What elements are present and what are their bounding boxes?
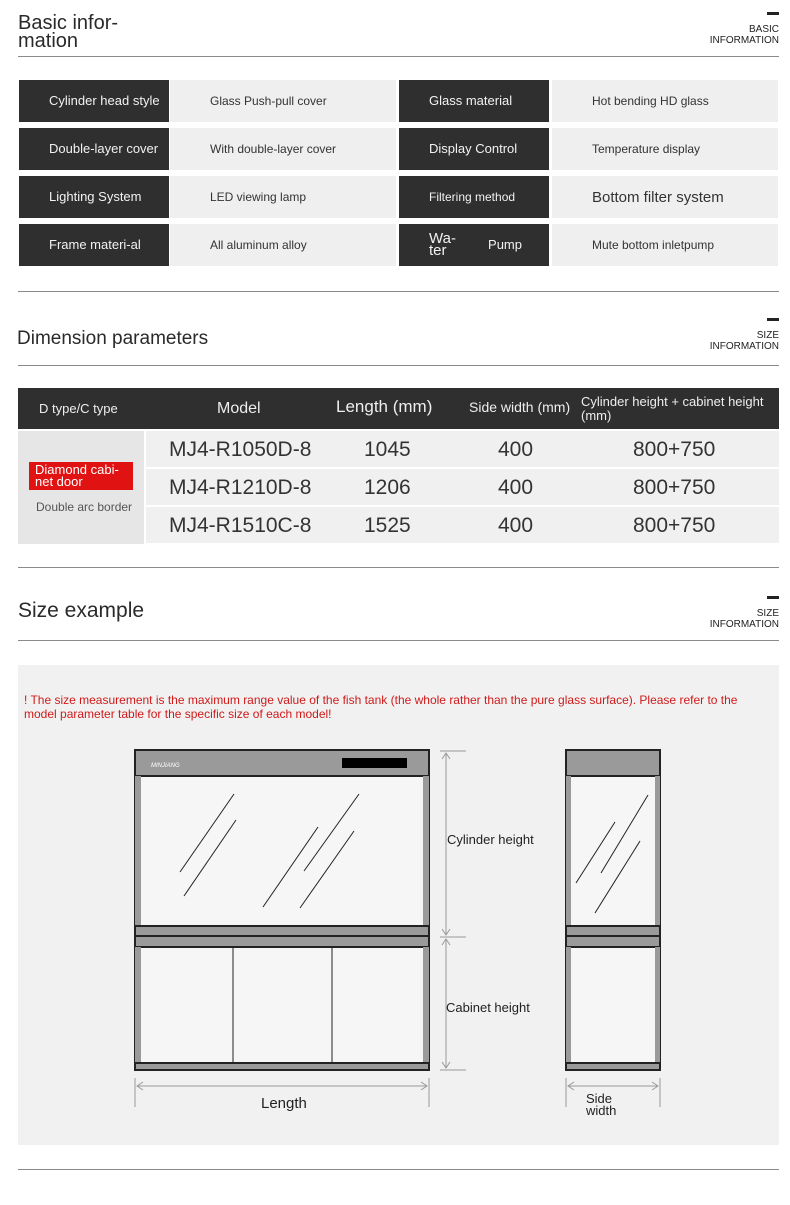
- dimension-tag-line1: SIZE: [756, 330, 779, 341]
- divider: [18, 291, 779, 292]
- dimension-title: Dimension parameters: [17, 328, 209, 349]
- table-row: [146, 431, 779, 467]
- tag-dash: [767, 318, 779, 321]
- cell-height: 800+750: [633, 476, 716, 499]
- info-value: Temperature display: [552, 128, 778, 170]
- basic-info-tag: [710, 12, 779, 46]
- col-header-type: D type/C type: [39, 401, 118, 416]
- info-label: Display Control: [399, 128, 549, 170]
- size-example-header: [18, 596, 779, 640]
- info-value: LED viewing lamp: [170, 176, 396, 218]
- info-value: Hot bending HD glass: [552, 80, 778, 122]
- size-note: ! The size measurement is the maximum range value of the fish tank (the whole rather than the pure glass surface). Please refer to the model parameter table for the specific size of each model!: [24, 693, 738, 721]
- cell-width: 400: [498, 514, 534, 537]
- size-tag-line1: SIZE: [756, 608, 779, 619]
- divider: [18, 1169, 779, 1170]
- info-label: Frame materi-al: [19, 224, 169, 266]
- dimension-header: [18, 318, 779, 364]
- cell-height: 800+750: [633, 514, 716, 537]
- divider: [18, 640, 779, 641]
- basic-tag-line1: BASIC: [748, 24, 779, 35]
- cell-length: 1206: [364, 476, 411, 499]
- col-header-height: Cylinder height + cabinet height (mm): [581, 394, 764, 423]
- dimension-tag-line2: INFORMATION: [709, 341, 779, 352]
- dimension-type-cell: [18, 431, 144, 544]
- table-row: [146, 469, 779, 505]
- side-width-label: Side width: [586, 1091, 617, 1118]
- basic-info-header: [18, 12, 779, 56]
- cell-model: MJ4-R1050D-8: [169, 438, 312, 461]
- cell-width: 400: [498, 438, 534, 461]
- cell-width: 400: [498, 476, 534, 499]
- dimension-table-header: [18, 388, 779, 429]
- col-header-model: Model: [217, 400, 261, 417]
- table-row: [146, 507, 779, 543]
- front-view-diagram: [128, 745, 478, 1115]
- info-label: [399, 224, 549, 266]
- type-badge: Diamond cabi-net door: [29, 462, 133, 490]
- col-header-width: Side width (mm): [469, 399, 571, 415]
- divider: [18, 56, 779, 57]
- basic-tag-line2: INFORMATION: [709, 35, 779, 46]
- basic-info-title: [18, 14, 218, 50]
- side-view-diagram: [558, 745, 668, 1118]
- cell-model: MJ4-R1510C-8: [169, 514, 312, 537]
- info-value: All aluminum alloy: [170, 224, 396, 266]
- info-label-part: Wa-ter: [429, 230, 456, 259]
- col-header-length: Length (mm): [336, 397, 433, 416]
- info-value: Mute bottom inletpump: [552, 224, 778, 266]
- basic-info-title-text: Basic infor- mation: [18, 12, 119, 52]
- tag-dash: [767, 12, 779, 15]
- divider: [18, 365, 779, 366]
- cell-height: 800+750: [633, 438, 716, 461]
- info-label: Cylinder head style: [19, 80, 169, 122]
- info-label-part: Pump: [488, 237, 522, 252]
- tag-dash: [767, 596, 779, 599]
- size-example-tag: [710, 596, 779, 630]
- info-label: Lighting System: [19, 176, 169, 218]
- length-label: Length: [261, 1095, 307, 1112]
- dimension-tag: [710, 318, 779, 352]
- brand-text: MINJIANG: [151, 763, 180, 769]
- info-value: Bottom filter system: [552, 176, 778, 218]
- info-value: With double-layer cover: [170, 128, 396, 170]
- size-example-title: Size example: [18, 599, 145, 622]
- cylinder-height-label: Cylinder height: [447, 832, 534, 847]
- size-tag-line2: INFORMATION: [709, 619, 779, 630]
- info-value: Glass Push-pull cover: [170, 80, 396, 122]
- info-label: Glass material: [399, 80, 549, 122]
- info-label: Double-layer cover: [19, 128, 169, 170]
- type-subtext: Double arc border: [36, 500, 133, 514]
- cell-length: 1045: [364, 438, 411, 461]
- size-example-panel: [18, 665, 779, 1145]
- divider: [18, 567, 779, 568]
- cell-length: 1525: [364, 514, 411, 537]
- info-label: Filtering method: [399, 176, 549, 218]
- cell-model: MJ4-R1210D-8: [169, 476, 312, 499]
- cabinet-height-label: Cabinet height: [446, 1000, 530, 1015]
